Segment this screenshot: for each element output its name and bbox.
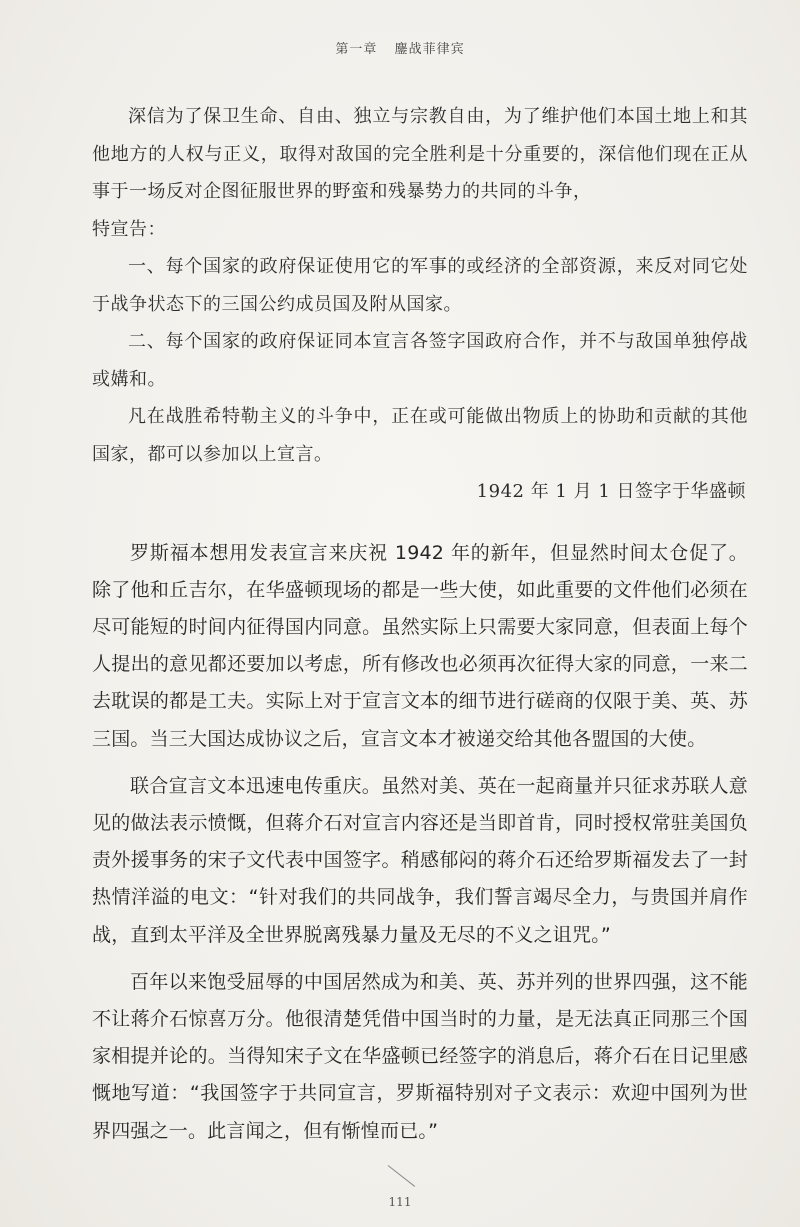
declaration-quote bbox=[92, 98, 748, 511]
declaration-paragraph: 二、每个国家的政府保证同本宣言各签字国政府合作，并不与敌国单独停战或媾和。 bbox=[92, 331, 748, 390]
declaration-signature: 1942 年 1 月 1 日签字于华盛顿 bbox=[476, 481, 746, 502]
declaration-paragraph: 凡在战胜希特勒主义的斗争中，正在或可能做出物质上的协助和贡献的其他国家，都可以参加以上宣言。 bbox=[92, 406, 748, 465]
declaration-paragraph: 特宣告： bbox=[92, 218, 166, 240]
chapter-number: 第一章 bbox=[335, 42, 378, 57]
declaration-paragraph: 深信为了保卫生命、自由、独立与宗教自由，为了维护他们本国土地上和其他地方的人权与正义，取得对敌国的完全胜利是十分重要的，深信他们现在正从事于一场反对企图征服世界的野蛮和残暴势力的共同的斗争， bbox=[92, 106, 748, 202]
narrative-text bbox=[92, 535, 748, 1150]
running-head bbox=[0, 38, 800, 57]
page-scratch-mark bbox=[388, 1165, 415, 1187]
narrative-paragraph: 罗斯福本想用发表宣言来庆祝 1942 年的新年，但显然时间太仓促了。除了他和丘吉尔，在华盛顿现场的都是一些大使，如此重要的文件他们必须在尽可能短的时间内征得国内同意。虽然实际上只需要大家同意，但表面上每个人提出的意见都还要加以考虑，所有修改也必须再次征得大家的同意，一来二去耽误的都是工夫。实际上对于宣言文本的细节进行磋商的仅限于美、英、苏三国。当三大国达成协议之后，宣言文本才被递交给其他各盟国的大使。 bbox=[92, 541, 748, 750]
chapter-title: 鏖战菲律宾 bbox=[394, 42, 465, 57]
narrative-paragraph: 百年以来饱受屈辱的中国居然成为和美、英、苏并列的世界四强，这不能不让蒋介石惊喜万分。他很清楚凭借中国当时的力量，是无法真正同那三个国家相提并论的。当得知宋子文在华盛顿已经签字的消息后，蒋介石在日记里感慨地写道：“我国签字于共同宣言，罗斯福特别对子文表示：欢迎中国列为世界四强之一。此言闻之，但有惭惶而已。” bbox=[92, 970, 748, 1142]
narrative-paragraph: 联合宣言文本迅速电传重庆。虽然对美、英在一起商量并只征求苏联人意见的做法表示愤慨，但蒋介石对宣言内容还是当即首肯，同时授权常驻美国负责外援事务的宋子文代表中国签字。稍感郁闷的蒋介石还给罗斯福发去了一封热情洋溢的电文：“针对我们的共同战争，我们誓言竭尽全力，与贵国并肩作战，直到太平洋及全世界脱离残暴力量及无尽的不义之诅咒。” bbox=[92, 774, 748, 946]
declaration-paragraph: 一、每个国家的政府保证使用它的军事的或经济的全部资源，来反对同它处于战争状态下的三国公约成员国及附从国家。 bbox=[92, 256, 748, 315]
body-text bbox=[92, 98, 748, 1160]
page-number: 111 bbox=[388, 1195, 412, 1209]
